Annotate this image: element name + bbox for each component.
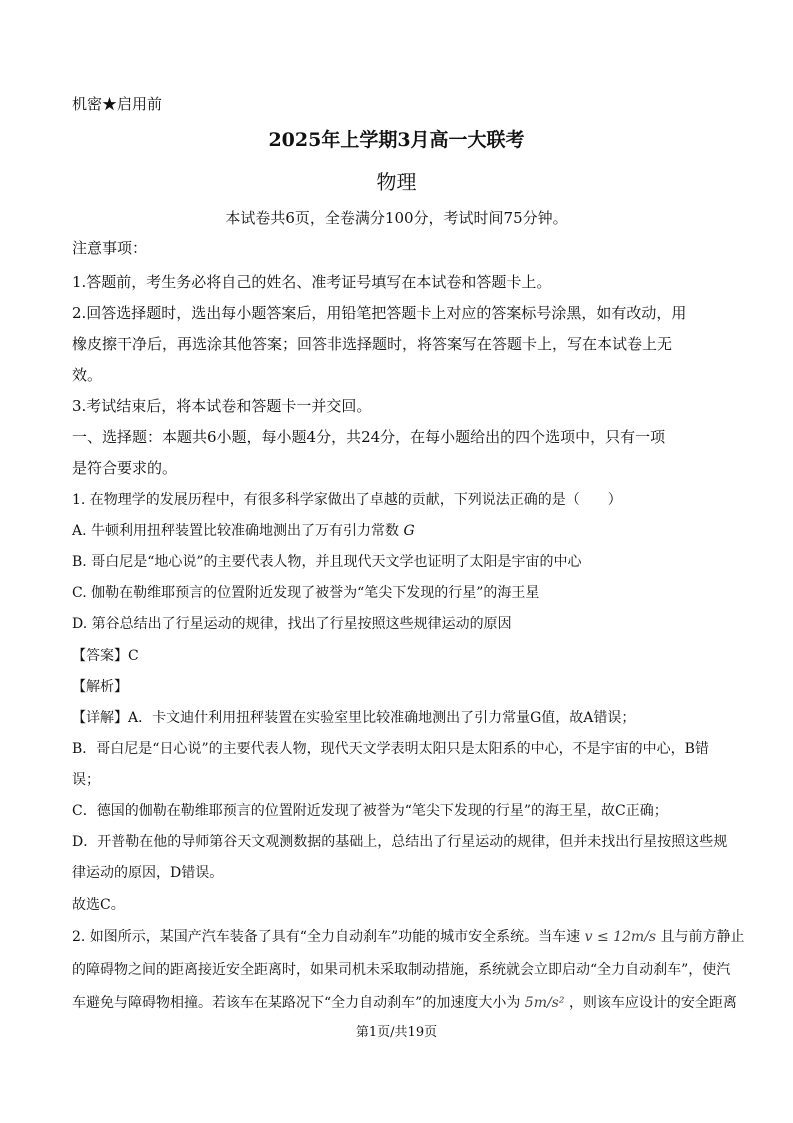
question-2-line-1	[72, 927, 745, 947]
question-1-detail-a: 【详解】A．卡文迪什利用扭秤装置在实验室里比较准确地测出了引力常量G值，故A错误；	[72, 710, 636, 726]
exam-info: 本试卷共6页，全卷满分100分，考试时间75分钟。	[225, 209, 568, 227]
question-1-option-b: B. 哥白尼是“地心说”的主要代表人物，并且现代天文学也证明了太阳是宇宙的中心	[72, 554, 582, 570]
question-1-option-a	[72, 521, 415, 541]
option-a-text: A. 牛顿利用扭秤装置比较准确地测出了万有引力常数	[72, 523, 400, 539]
question-1-detail-b-line-2: 误；	[72, 772, 100, 788]
confidential-label: 机密★启用前	[72, 95, 163, 113]
section-1-heading-line-1: 一、选择题：本题共6小题，每小题4分，共24分，在每小题给出的四个选项中，只有一项	[72, 428, 666, 446]
acceleration-formula: 5m/s²	[524, 995, 565, 1011]
question-1-option-d: D. 第谷总结出了行星运动的规律，找出了行星按照这些规律运动的原因	[72, 616, 512, 632]
q2-line-1-text-b: 且与前方静止	[660, 929, 745, 945]
q2-line-3-text-a: 车避免与障碍物相撞。若该车在某路况下“全力自动刹车”的加速度大小为	[72, 995, 521, 1011]
notice-item-2-line-1: 2.回答选择题时，选出每小题答案后，用铅笔把答题卡上对应的答案标号涂黑，如有改动，用	[72, 304, 687, 322]
notice-item-1: 1.答题前，考生务必将自己的姓名、准考证号填写在本试卷和答题卡上。	[72, 273, 552, 291]
subject-title: 物理	[376, 170, 417, 194]
section-1-heading-line-2: 是符合要求的。	[72, 459, 178, 477]
question-1-detail-d-line-2: 律运动的原因，D错误。	[72, 865, 224, 881]
notice-heading: 注意事项：	[72, 239, 148, 257]
question-1-detail-c: C．德国的伽勒在勒维耶预言的位置附近发现了被誉为“笔尖下发现的行星”的海王星，故C正确；	[72, 803, 668, 819]
gravitational-constant-symbol: G	[403, 523, 415, 539]
question-1-answer: 【答案】C	[72, 648, 139, 664]
notice-item-3: 3.考试结束后，将本试卷和答题卡一并交回。	[72, 397, 372, 415]
speed-condition-formula: v ≤ 12m/s	[584, 929, 657, 945]
question-1-detail-d-line-1: D．开普勒在他的导师第谷天文观测数据的基础上，总结出了行星运动的规律，但并未找出行星按照这些规	[72, 834, 728, 850]
question-2-line-3	[72, 993, 737, 1013]
question-1-analysis-heading: 【解析】	[72, 679, 128, 695]
q2-line-3-text-b: ，则该车应设计的安全距离	[568, 995, 737, 1011]
question-1-stem: 1. 在物理学的发展历程中，有很多科学家做出了卓越的贡献，下列说法正确的是（ ）	[72, 492, 622, 508]
question-2-line-2: 的障碍物之间的距离接近安全距离时，如果司机未采取制动措施，系统就会立即启动“全力自动刹车”，使汽	[72, 962, 731, 978]
question-1-conclusion: 故选C。	[72, 897, 125, 913]
page-footer: 第1页/共19页	[355, 1025, 438, 1040]
question-1-option-c: C. 伽勒在勒维耶预言的位置附近发现了被誉为“笔尖下发现的行星”的海王星	[72, 585, 540, 601]
question-1-detail-b-line-1: B．哥白尼是“日心说”的主要代表人物，现代天文学表明太阳只是太阳系的中心，不是宇宙的中心，B错	[72, 741, 709, 757]
notice-item-2-line-2: 橡皮擦干净后，再选涂其他答案；回答非选择题时，将答案写在答题卡上，写在本试卷上无	[72, 335, 673, 353]
exam-title: 2025年上学期3月高一大联考	[268, 129, 525, 151]
notice-item-2-line-3: 效。	[72, 366, 103, 384]
q2-line-1-text-a: 2. 如图所示，某国产汽车装备了具有“全力自动刹车”功能的城市安全系统。当车速	[72, 929, 581, 945]
